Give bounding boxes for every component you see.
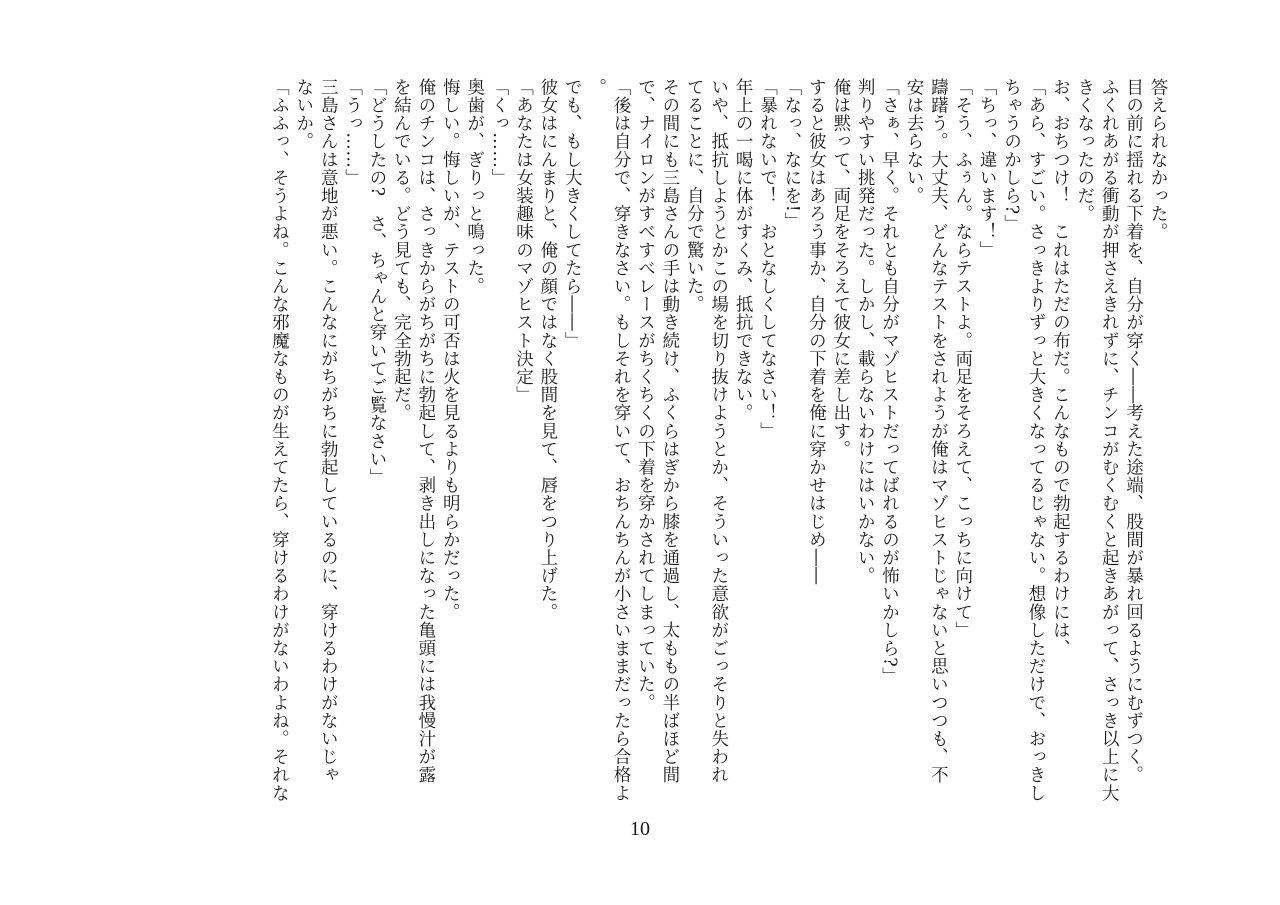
text-line: を結んでいる。どう見ても、完全勃起だ。 <box>391 78 412 422</box>
text-line: 「暴れないで！ おとなしくしてなさい！」 <box>757 78 778 440</box>
text-line: 「うっ……」 <box>342 78 363 187</box>
text-line: すると彼女はあろう事か、自分の下着を俺に穿かせはじめ―― <box>806 78 827 585</box>
text-line: 判りやすい挑発だった。しかし、載らないわけにはいかない。 <box>855 78 876 585</box>
text-line: 俺のチンコは、さっきからがちがちに勃起して、剥き出しになった亀頭には我慢汁が露 <box>415 78 436 784</box>
text-line: お、おちつけ！ これはただの布だ。こんなもので勃起するわけには、 <box>1050 78 1071 658</box>
text-line: 「あら、すごい。さっきよりずっと大きくなってるじゃない。想像しただけで、おっきし <box>1025 78 1046 802</box>
text-line: 奥歯が、ぎりっと鳴った。 <box>464 78 485 296</box>
text-line: 「後は自分で、穿きなさい。もしそれを穿いて、おちんちんが小さいままだったら合格よ。 <box>586 78 632 802</box>
text-line: 彼女はにんまりと、俺の顔ではなく股間を見て、唇をつり上げた。 <box>537 78 558 621</box>
text-line: で、ナイロンがすべすべレースがちくちくの下着を穿かされてしまっていた。 <box>635 78 656 712</box>
text-line: その間にも三島さんの手は動き続け、ふくらはぎから膝を通過し、太ももの半ばほど間 <box>659 78 680 784</box>
vertical-text-body <box>110 78 1170 818</box>
text-line: 「なっ、なにを!」 <box>781 78 802 231</box>
text-line: 「ふふっ、そうよね。こんな邪魔なものが生えてたら、穿けるわけがないわよね。それな <box>269 78 290 802</box>
text-line: 俺は黙って、両足をそろえて彼女に差し出す。 <box>830 78 851 459</box>
text-line: 年上の一喝に体がすくみ、抵抗できない。 <box>733 78 754 422</box>
text-line: 答えられなかった。 <box>1148 78 1168 241</box>
text-line: 「そう、ふぅん。ならテストよ。両足をそろえて、こっちに向けて」 <box>952 78 973 640</box>
text-line: 安は去らない。 <box>903 78 924 205</box>
text-line: ふくれあがる衝動が押さえきれずに、チンコがむくむくと起きあがって、さっき以上に大 <box>1099 78 1120 802</box>
text-line: でも、もし大きくしてたら――」 <box>562 78 583 350</box>
text-line: 「さぁ、早く。それとも自分がマゾヒストだってばれるのが怖いかしら?」 <box>879 78 900 686</box>
text-line: いや、抵抗しようとかこの場を切り抜けようとか、そういった意欲がごっそりと失われ <box>708 78 729 784</box>
text-line: 「どうしたの? さ、ちゃんと穿いてご覧なさい」 <box>367 78 387 487</box>
text-line: 「くっ……」 <box>489 78 510 187</box>
text-line: 目の前に揺れる下着を、自分が穿く――考えた途端、股間が暴れ回るようにむずつく。 <box>1123 78 1144 784</box>
text-line: 三島さんは意地が悪い。こんなにがちがちに勃起しているのに、穿けるわけがないじゃ <box>318 78 339 784</box>
text-line: ちゃうのかしら?」 <box>1001 78 1022 233</box>
text-line: てることに、自分で驚いた。 <box>684 78 705 314</box>
text-line: きくなったのだ。 <box>1074 78 1095 223</box>
text-line: 「ちっ、違います！」 <box>977 78 998 259</box>
text-line: 悔しい。悔しいが、テストの可否は火を見るよりも明らかだった。 <box>440 78 461 621</box>
text-line: ないか。 <box>293 78 314 151</box>
page-number: 10 <box>630 818 650 840</box>
text-line: 躊躇う。大丈夫、どんなテストをされようが俺はマゾヒストじゃないと思いつつも、不 <box>928 78 949 784</box>
text-line: 「あなたは女装趣味のマゾヒスト決定」 <box>513 78 534 404</box>
